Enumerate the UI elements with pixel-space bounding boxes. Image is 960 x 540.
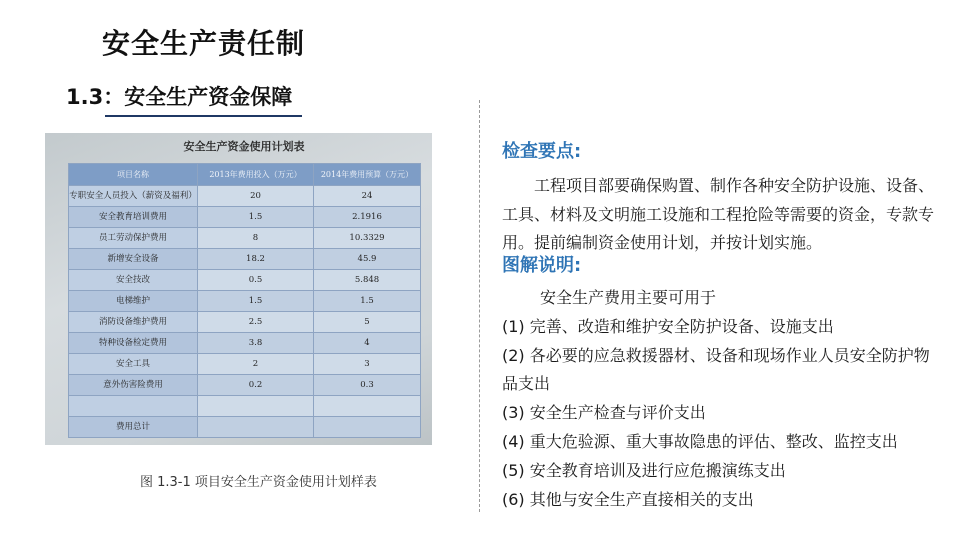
notes-list-item: (4) 重大危验源、重大事故隐患的评估、整改、监控支出 (502, 431, 898, 451)
table-cell-2013-value: 0.2 (198, 375, 314, 396)
table-header-cell: 2013年费用投入（万元） (198, 164, 314, 186)
check-points-heading: 检查要点: (502, 141, 582, 162)
table-row (69, 270, 421, 291)
table-cell-2014-value: 3 (314, 354, 421, 375)
table-cell-item-name: 安全工具 (69, 354, 198, 375)
illustration-notes-list (502, 284, 938, 514)
table-cell-2014-value: 10.3329 (314, 228, 421, 249)
table-cell-2013-value: 8 (198, 228, 314, 249)
illustration-notes-heading: 图解说明: (502, 255, 582, 276)
table-cell-item-name: 费用总计 (69, 417, 198, 438)
slide-title: 安全生产责任制 (102, 27, 306, 60)
table-title: 安全生产资金使用计划表 (183, 140, 305, 153)
table-header-row (69, 164, 421, 186)
table-row (69, 207, 421, 228)
table-header-cell: 项目名称 (69, 164, 198, 186)
table-cell-item-name: 专职安全人员投入（薪资及福利） (69, 186, 198, 207)
table-cell-2014-value: 4 (314, 333, 421, 354)
table-row (69, 396, 421, 417)
table-cell-2014-value: 1.5 (314, 291, 421, 312)
table-row (69, 354, 421, 375)
table-row (69, 291, 421, 312)
table-cell-item-name (69, 396, 198, 417)
table-row (69, 186, 421, 207)
table-cell-2014-value (314, 417, 421, 438)
table-cell-item-name: 意外伤害险费用 (69, 375, 198, 396)
table-row (69, 375, 421, 396)
table-cell-2014-value: 0.3 (314, 375, 421, 396)
table-cell-2014-value (314, 396, 421, 417)
table-row (69, 333, 421, 354)
table-row (69, 312, 421, 333)
notes-items (502, 313, 938, 515)
table-row (69, 228, 421, 249)
table-cell-2013-value: 20 (198, 186, 314, 207)
subtitle-underline (105, 115, 302, 117)
table-cell-2014-value: 2.1916 (314, 207, 421, 228)
notes-list-item: (6) 其他与安全生产直接相关的支出 (502, 489, 754, 509)
table-cell-item-name: 员工劳动保护费用 (69, 228, 198, 249)
notes-list-item: (1) 完善、改造和维护安全防护设备、设施支出 (502, 316, 834, 336)
table-cell-item-name: 特种设备检定费用 (69, 333, 198, 354)
section-subtitle: 1.3：安全生产资金保障 (66, 85, 293, 109)
table-cell-item-name: 电梯维护 (69, 291, 198, 312)
notes-intro: 安全生产费用主要可用于 (540, 288, 717, 307)
table-cell-item-name: 安全技改 (69, 270, 198, 291)
table-body (69, 186, 421, 438)
table-cell-2014-value: 45.9 (314, 249, 421, 270)
table-cell-2014-value: 5 (314, 312, 421, 333)
notes-list-item: (3) 安全生产检查与评价支出 (502, 403, 706, 423)
table-head (69, 164, 421, 186)
table-cell-item-name: 安全教育培训费用 (69, 207, 198, 228)
table-cell-2013-value: 1.5 (198, 207, 314, 228)
table-cell-2013-value (198, 396, 314, 417)
table-cell-2013-value: 0.5 (198, 270, 314, 291)
table-cell-2013-value: 2.5 (198, 312, 314, 333)
table-cell-2014-value: 5.848 (314, 270, 421, 291)
table-cell-2013-value: 3.8 (198, 333, 314, 354)
table-cell-2014-value: 24 (314, 186, 421, 207)
vertical-dashed-divider (479, 100, 480, 512)
table-cell-2013-value: 18.2 (198, 249, 314, 270)
table-cell-item-name: 消防设备维护费用 (69, 312, 198, 333)
notes-list-item: (2) 各必要的应急救援器材、设备和现场作业人员安全防护物品支出 (502, 345, 930, 394)
notes-list-item: (5) 安全教育培训及进行应危搬演练支出 (502, 460, 786, 480)
funding-plan-table-photo (45, 133, 432, 445)
table-row (69, 249, 421, 270)
table-cell-2013-value: 2 (198, 354, 314, 375)
figure-caption: 图 1.3-1 项目安全生产资金使用计划样表 (140, 475, 377, 490)
table-cell-2013-value (198, 417, 314, 438)
table-cell-2013-value: 1.5 (198, 291, 314, 312)
check-points-text: 工程项目部要确保购置、制作各种安全防护设施、设备、工具、材料及文明施工设施和工程抢险等需要的资金，专款专用。提前编制资金使用计划，并按计划实施。 (502, 176, 935, 253)
funding-plan-table (68, 163, 421, 438)
table-cell-item-name: 新增安全设备 (69, 249, 198, 270)
table-row (69, 417, 421, 438)
table-header-cell: 2014年费用预算（万元） (314, 164, 421, 186)
